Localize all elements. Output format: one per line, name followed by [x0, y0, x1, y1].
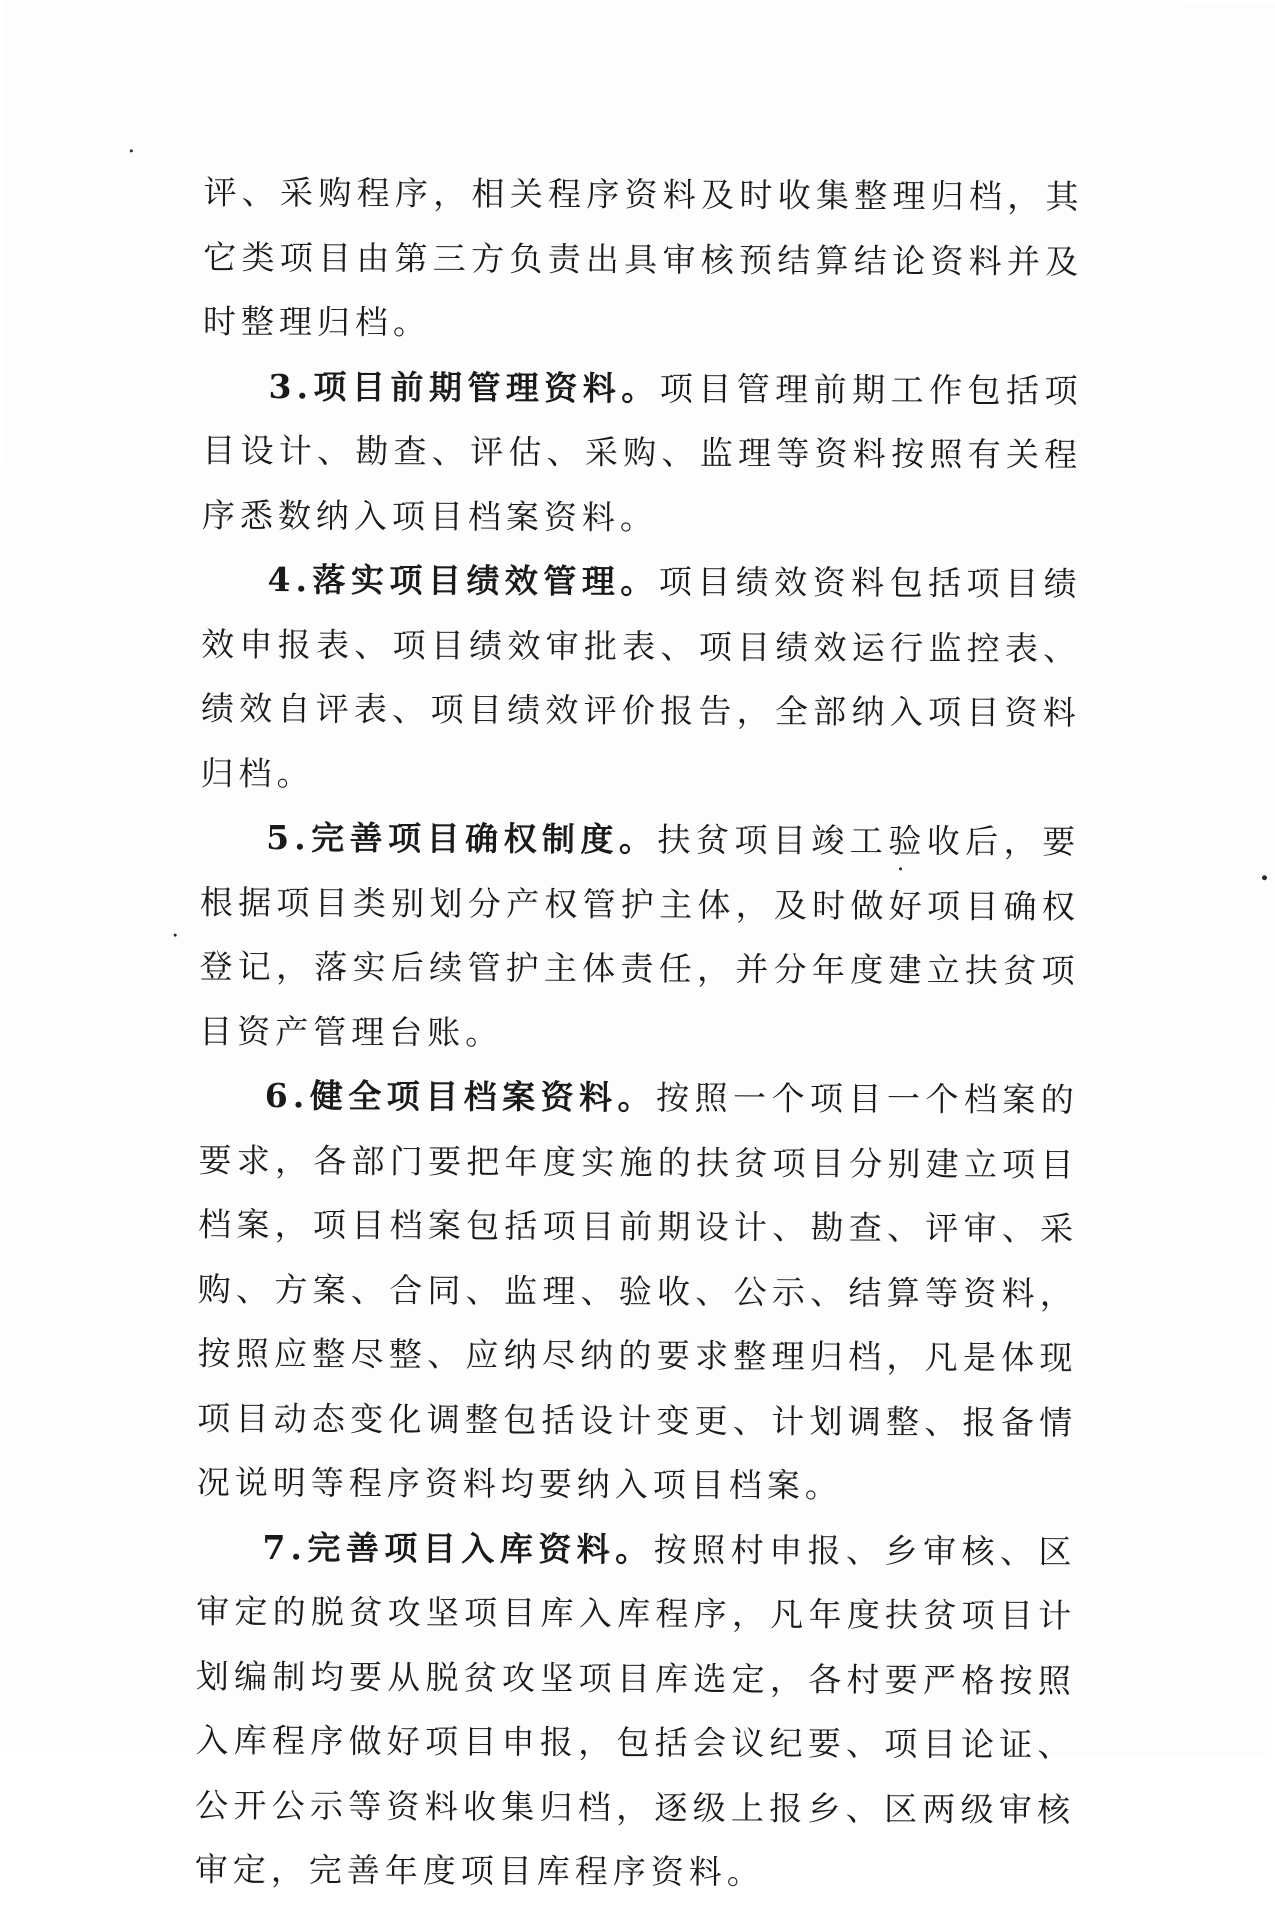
paragraph-text: 项目管理前期工作包括项目设计、勘查、评估、采购、监理等资料按照有关程序悉数纳入项目档案资料。 — [201, 368, 1083, 537]
document-body — [195, 161, 1084, 1907]
scan-speck — [130, 149, 133, 152]
scan-speck — [174, 934, 177, 937]
paragraph-project-preliminary — [202, 354, 1083, 552]
paragraph-project-library — [195, 1515, 1077, 1907]
paragraph-continued — [203, 161, 1084, 359]
paragraph-archives — [197, 1064, 1079, 1520]
paragraph-text: 扶贫项目竣工验收后，要根据项目类别划分产权管护主体，及时做好项目确权登记，落实后续管护主体责任，并分年度建立扶贫项目资产管理台账。 — [199, 820, 1081, 1052]
paragraph-text: 项目绩效资料包括项目绩效申报表、项目绩效审批表、项目绩效运行监控表、绩效自评表、项目绩效评价报告，全部纳入项目资料归档。 — [200, 562, 1082, 793]
paragraph-text: 按照一个项目一个档案的要求，各部门要把年度实施的扶贫项目分别建立项目档案，项目档案包括项目前期设计、勘查、评审、采购、方案、合同、监理、验收、公示、结算等资料，按照应整尽整、应纳尽纳的要求整理归档，凡是体现项目动态变化调整包括设计变更、计划调整、报备情况说明等程序资料均要纳入项目档案。 — [196, 1078, 1079, 1506]
paragraph-text: 评、采购程序，相关程序资料及时收集整理归档，其它类项目由第三方负责出具审核预结算结论资料并及时整理归档。 — [202, 172, 1084, 342]
paragraph-heading: 6.健全项目档案资料。 — [264, 1076, 657, 1118]
paragraph-heading: 5.完善项目确权制度。 — [266, 818, 658, 860]
scan-speck — [1262, 875, 1267, 880]
paragraph-text: 按照村申报、乡审核、区审定的脱贫攻坚项目库入库程序，凡年度扶贫项目计划编制均要从脱贫攻坚项目库选定，各村要严格按照入库程序做好项目申报，包括会议纪要、项目论证、公开公示等资料收集归档，逐级上报乡、区两级审核审定，完善年度项目库程序资料。 — [194, 1529, 1077, 1892]
paragraph-heading: 3.项目前期管理资料。 — [268, 366, 660, 408]
paragraph-heading: 4.落实项目绩效管理。 — [267, 560, 659, 602]
paragraph-ownership — [199, 806, 1080, 1069]
paragraph-performance — [200, 548, 1081, 811]
paragraph-heading: 7.完善项目入库资料。 — [262, 1527, 654, 1569]
